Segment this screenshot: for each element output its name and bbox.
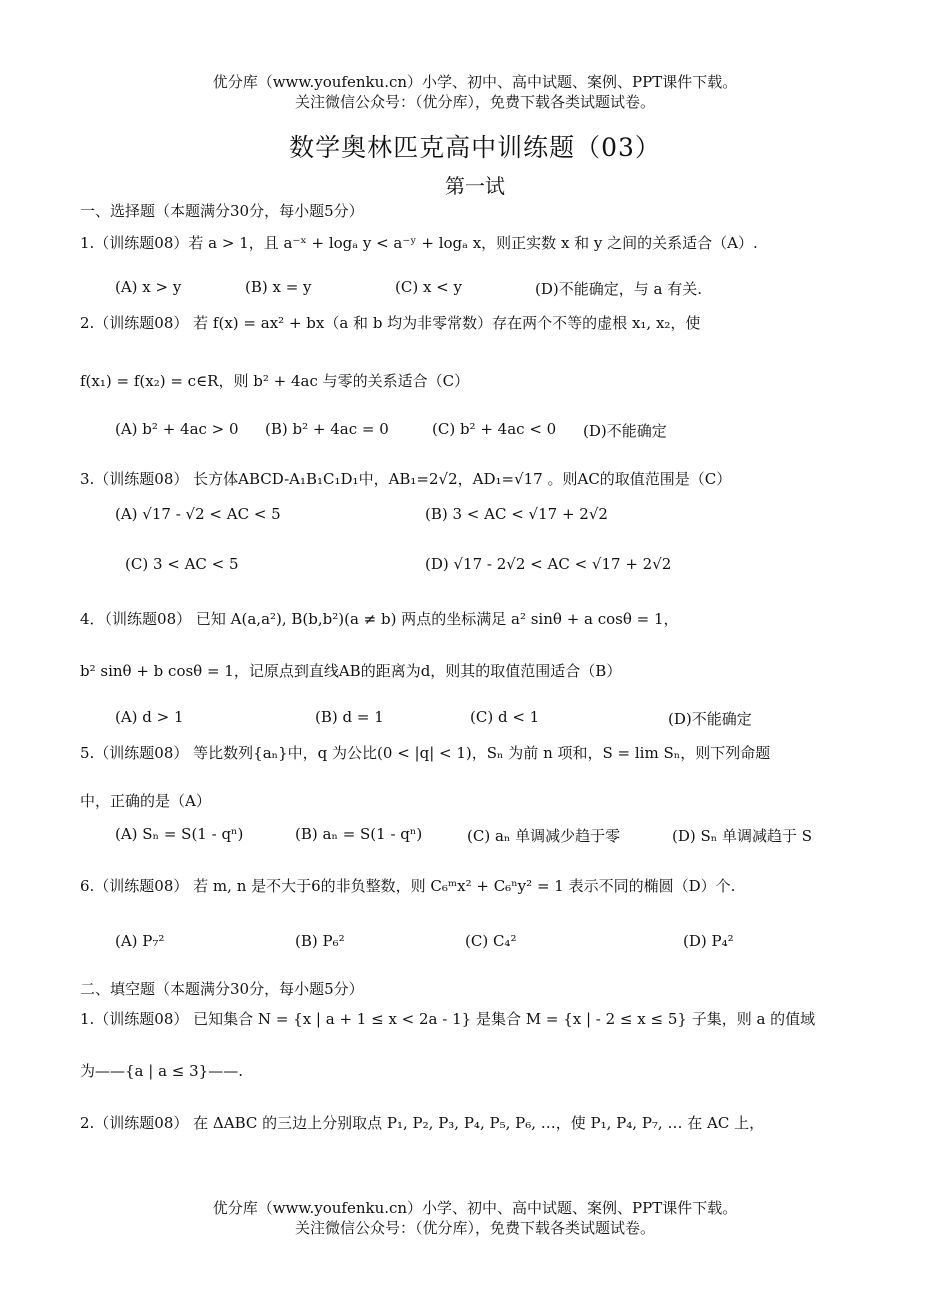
q3-option-d: (D) √17 - 2√2 < AC < √17 + 2√2 [425,555,672,573]
page-title: 数学奥林匹克高中训练题（03） [289,133,661,162]
q3-option-c: (C) 3 < AC < 5 [125,555,239,573]
q1-option-c: (C) x < y [395,278,462,296]
q6-option-d: (D) P₄² [683,932,734,950]
q4-option-b: (B) d = 1 [315,708,384,726]
q2-option-c: (C) b² + 4ac < 0 [432,420,557,438]
fill-1-text: 1.（训练题08） 已知集合 N = {x | a + 1 ≤ x < 2a - 1} 是集合 M = {x | - 2 ≤ x ≤ 5} 子集，则 a 的值域 [80,1010,816,1028]
section-heading-choice: 一、选择题（本题满分30分，每小题5分） [80,202,364,220]
page-subtitle: 第一试 [445,174,505,198]
question-3-text: 3.（训练题08） 长方体ABCD-A₁B₁C₁D₁中，AB₁=2√2，AD₁=√17 。则AC的取值范围是（C） [80,470,732,488]
q4-option-a: (A) d > 1 [115,708,184,726]
q2-option-d: (D)不能确定 [583,422,667,440]
section-heading-fill: 二、填空题（本题满分30分，每小题5分） [80,980,364,998]
q6-option-b: (B) P₆² [295,932,345,950]
q5-option-c: (C) aₙ 单调减少趋于零 [467,827,621,845]
question-1-text: 1.（训练题08）若 a > 1，且 a⁻ˣ + logₐ y < a⁻ʸ + logₐ x，则正实数 x 和 y 之间的关系适合（A）. [80,234,758,252]
fill-1-text-cont: 为——{a | a ≤ 3}——. [80,1062,243,1080]
header-line-2: 关注微信公众号：（优分库），免费下载各类试题试卷。 [294,93,655,111]
q6-option-a: (A) P₇² [115,932,165,950]
q3-option-a: (A) √17 - √2 < AC < 5 [115,505,281,523]
q3-option-b: (B) 3 < AC < √17 + 2√2 [425,505,608,523]
question-2-text-cont: f(x₁) = f(x₂) = c∈R，则 b² + 4ac 与零的关系适合（C） [80,372,470,390]
q1-option-a: (A) x > y [115,278,182,296]
question-4-text: 4．（训练题08） 已知 A(a,a²), B(b,b²)(a ≠ b) 两点的坐标满足 a² sinθ + a cosθ = 1， [80,610,679,628]
question-6-text: 6.（训练题08） 若 m, n 是不大于6的非负整数，则 C₆ᵐx² + C₆ⁿy² = 1 表示不同的椭圆（D）个. [80,877,736,895]
q6-option-c: (C) C₄² [465,932,517,950]
q4-option-c: (C) d < 1 [470,708,540,726]
q1-option-b: (B) x = y [245,278,312,296]
question-4-text-cont: b² sinθ + b cosθ = 1，记原点到直线AB的距离为d，则其的取值范围适合（B） [80,662,622,680]
header-line-1: 优分库（www.youfenku.cn）小学、初中、高中试题、案例、PPT课件下载。 [212,73,738,91]
footer-line-1: 优分库（www.youfenku.cn）小学、初中、高中试题、案例、PPT课件下载。 [212,1199,738,1217]
q5-option-b: (B) aₙ = S(1 - qⁿ) [295,825,423,843]
question-5-text-cont: 中，正确的是（A） [80,792,211,810]
q1-option-d: (D)不能确定，与 a 有关. [535,280,702,298]
q5-option-d: (D) Sₙ 单调减趋于 S [672,827,813,845]
question-2-text: 2.（训练题08） 若 f(x) = ax² + bx（a 和 b 均为非零常数）存在两个不等的虚根 x₁, x₂，使 [80,314,701,332]
question-5-text: 5.（训练题08） 等比数列{aₙ}中，q 为公比(0 < |q| < 1)，Sₙ 为前 n 项和，S = lim Sₙ，则下列命题 [80,744,771,762]
q4-option-d: (D)不能确定 [668,710,752,728]
q2-option-a: (A) b² + 4ac > 0 [115,420,239,438]
fill-2-text: 2.（训练题08） 在 ΔABC 的三边上分别取点 P₁, P₂, P₃, P₄, P₅, P₆, …，使 P₁, P₄, P₇, … 在 AC 上， [80,1114,765,1132]
q2-option-b: (B) b² + 4ac = 0 [265,420,389,438]
q5-option-a: (A) Sₙ = S(1 - qⁿ) [115,825,244,843]
footer-line-2: 关注微信公众号：（优分库），免费下载各类试题试卷。 [294,1219,655,1237]
